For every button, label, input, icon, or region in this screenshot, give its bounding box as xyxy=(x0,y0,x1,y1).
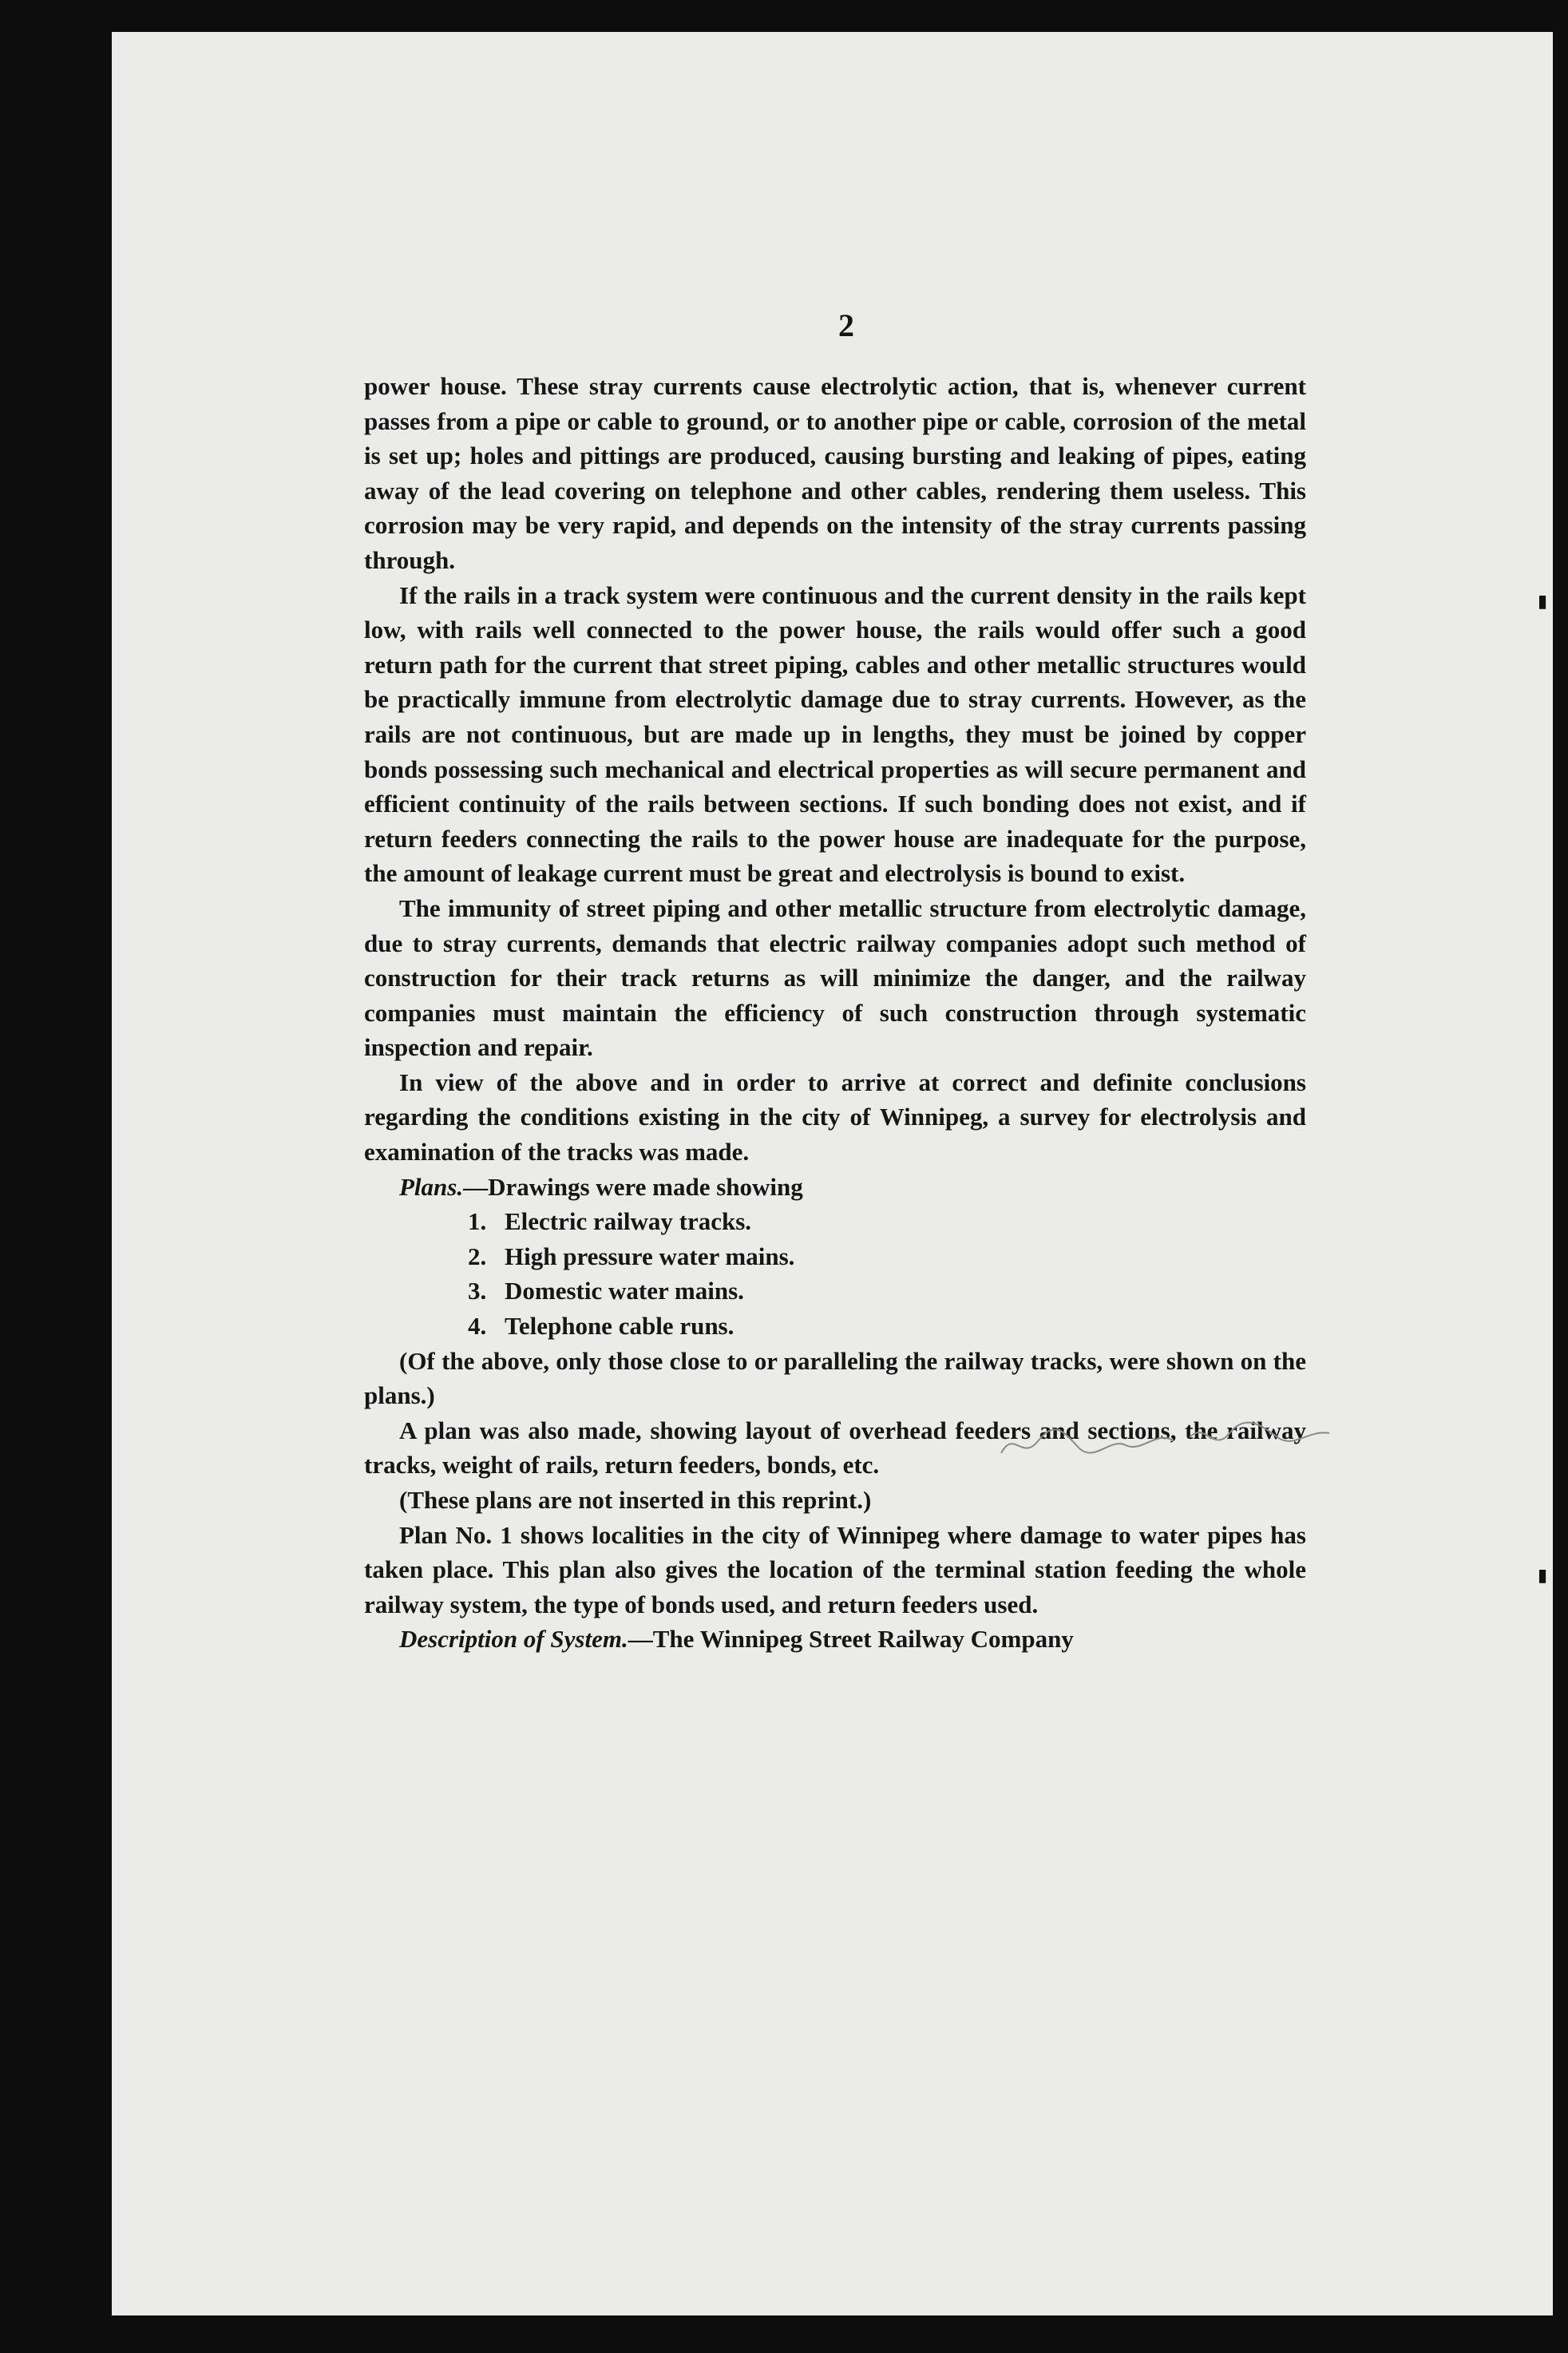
list-number: 3. xyxy=(468,1277,487,1305)
plans-label: Plans. xyxy=(399,1172,464,1201)
plans-intro: —Drawings were made showing xyxy=(463,1172,803,1201)
list-text: High pressure water mains. xyxy=(505,1242,795,1270)
list-item xyxy=(364,1309,1306,1344)
description-text: —The Winnipeg Street Railway Company xyxy=(628,1625,1074,1654)
list-item xyxy=(364,1239,1306,1274)
list-number: 4. xyxy=(468,1312,487,1341)
paragraph-7: (These plans are not inserted in this reprint.) xyxy=(399,1486,872,1514)
edge-mark: ▮ xyxy=(1538,1565,1548,1585)
page-number: 2 xyxy=(838,307,854,343)
handwritten-annotation xyxy=(998,1405,1333,1469)
list-text: Telephone cable runs. xyxy=(505,1312,735,1341)
list-number: 1. xyxy=(468,1207,487,1236)
paragraph-5: (Of the above, only those close to or paralleling the railway tracks, were shown on the plans.) xyxy=(364,1346,1306,1410)
description-label: Description of System. xyxy=(399,1625,628,1654)
plans-heading xyxy=(364,1170,1306,1205)
edge-mark: ▮ xyxy=(1538,591,1548,611)
list-item xyxy=(364,1204,1306,1239)
paragraph-4: In view of the above and in order to arrive at correct and definite conclusions regarding the conditions existing in the city of Winnipeg, a survey for electrolysis and examination of the tracks was made. xyxy=(364,1068,1306,1167)
plans-list xyxy=(364,1204,1306,1343)
list-text: Domestic water mains. xyxy=(505,1277,744,1305)
paragraph-6: A plan was also made, showing layout of overhead feeders and sections, the railway tracks, weight of rails, return feeders, bonds, etc. xyxy=(364,1416,1306,1480)
list-number: 2. xyxy=(468,1242,487,1270)
list-item xyxy=(364,1274,1306,1309)
paragraph-1: power house. These stray currents cause electrolytic action, that is, whenever current passes from a pipe or cable to ground, or to another pipe or cable, corrosion of the metal is set up; holes and pittings are produced, causing bursting and leaking of pipes, eating away of the lead covering on telephone and other cables, rendering them useless. This corrosion may be very rapid, and depends on the intensity of the stray currents passing through. xyxy=(364,372,1306,574)
list-text: Electric railway tracks. xyxy=(505,1207,752,1236)
paragraph-2: If the rails in a track system were continuous and the current density in the rails kept low, with rails well connected to the power house, the rails would offer such a good return path for the current that street piping, cables and other metallic structures would be practically immune from electrolytic damage due to stray currents. However, as the rails are not continuous, but are made up in lengths, they must be joined by copper bonds possessing such mechanical and electrical properties as will secure permanent and efficient continuity of the rails between sections. If such bonding does not exist, and if return feeders connecting the rails to the power house are inadequate for the purpose, the amount of leakage current must be great and electrolysis is bound to exist. xyxy=(364,580,1306,888)
description-heading xyxy=(364,1622,1306,1657)
paragraph-3: The immunity of street piping and other metallic structure from electrolytic damage, due to stray currents, demands that electric railway companies adopt such method of construction for their track returns as will minimize the danger, and the railway companies must maintain the efficiency of such construction through systematic inspection and repair. xyxy=(364,893,1306,1062)
paragraph-8: Plan No. 1 shows localities in the city of Winnipeg where damage to water pipes has taken place. This plan also gives the location of the terminal station feeding the whole railway system, the type of bonds used, and return feeders used. xyxy=(364,1520,1306,1618)
